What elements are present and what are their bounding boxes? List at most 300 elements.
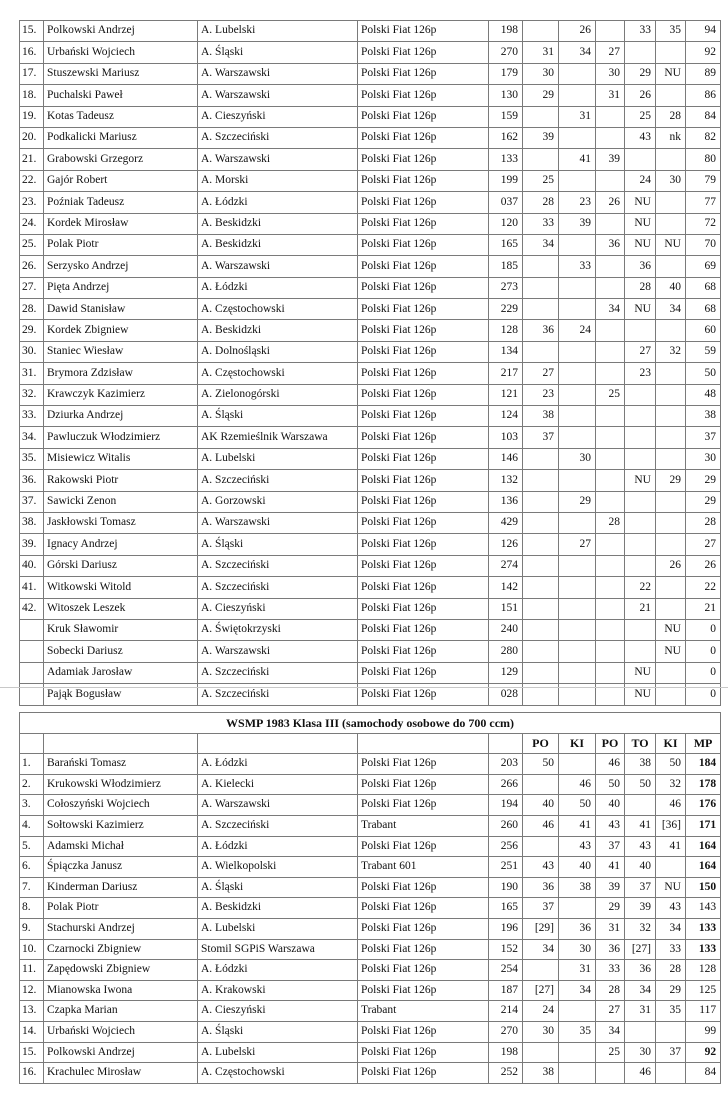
table-row xyxy=(20,857,721,878)
top-results-body xyxy=(20,21,721,706)
table-row xyxy=(20,277,721,298)
car: Polski Fiat 126p xyxy=(358,795,489,816)
table-row xyxy=(20,192,721,213)
start-number: 185 xyxy=(489,256,523,277)
club: A. Łódzki xyxy=(198,960,358,981)
driver-name: Sołtowski Kazimierz xyxy=(44,815,198,836)
round-5-points xyxy=(656,512,686,533)
round-4-points: NU xyxy=(625,234,656,255)
round-4-points xyxy=(625,406,656,427)
round-5-points xyxy=(656,42,686,63)
round-2-points xyxy=(559,598,596,619)
total-points: 176 xyxy=(686,795,721,816)
round-3-points: 27 xyxy=(596,1001,625,1022)
start-number: 121 xyxy=(489,384,523,405)
car: Polski Fiat 126p xyxy=(358,555,489,576)
car: Polski Fiat 126p xyxy=(358,470,489,491)
round-5-points xyxy=(656,213,686,234)
round-4-points: NU xyxy=(625,470,656,491)
round-5-points: 34 xyxy=(656,299,686,320)
round-4-points xyxy=(625,641,656,662)
round-3-points: 46 xyxy=(596,754,625,775)
round-1-points: 46 xyxy=(523,815,559,836)
driver-name: Stachurski Andrzej xyxy=(44,918,198,939)
round-3-points: 27 xyxy=(596,42,625,63)
table-row xyxy=(20,1021,721,1042)
table-row xyxy=(20,534,721,555)
round-3-points: 41 xyxy=(596,857,625,878)
table-row xyxy=(20,754,721,775)
driver-name: Cołoszyński Wojciech xyxy=(44,795,198,816)
total-points: 133 xyxy=(686,918,721,939)
round-1-points: 43 xyxy=(523,857,559,878)
position: 15. xyxy=(20,1042,44,1063)
club: A. Zielonogórski xyxy=(198,384,358,405)
round-5-points xyxy=(656,406,686,427)
round-2-points xyxy=(559,1042,596,1063)
total-points: 27 xyxy=(686,534,721,555)
position: 31. xyxy=(20,363,44,384)
club: A. Warszawski xyxy=(198,85,358,106)
round-2-points xyxy=(559,512,596,533)
table-row xyxy=(20,555,721,576)
round-5-points: 28 xyxy=(656,960,686,981)
table-row xyxy=(20,598,721,619)
table-row xyxy=(20,577,721,598)
round-1-points: 30 xyxy=(523,63,559,84)
round-1-points: 24 xyxy=(523,1001,559,1022)
total-points: 82 xyxy=(686,127,721,148)
start-number: 273 xyxy=(489,277,523,298)
start-number: 165 xyxy=(489,234,523,255)
position: 34. xyxy=(20,427,44,448)
driver-name: Stuszewski Mariusz xyxy=(44,63,198,84)
round-2-points xyxy=(559,299,596,320)
car: Polski Fiat 126p xyxy=(358,512,489,533)
table-row xyxy=(20,491,721,512)
driver-name: Polak Piotr xyxy=(44,234,198,255)
round-2-points xyxy=(559,170,596,191)
position: 8. xyxy=(20,898,44,919)
position: 37. xyxy=(20,491,44,512)
club: A. Beskidzki xyxy=(198,213,358,234)
start-number: 165 xyxy=(489,898,523,919)
driver-name: Ignacy Andrzej xyxy=(44,534,198,555)
car: Polski Fiat 126p xyxy=(358,427,489,448)
car: Polski Fiat 126p xyxy=(358,619,489,640)
position: 16. xyxy=(20,42,44,63)
car: Polski Fiat 126p xyxy=(358,192,489,213)
car: Polski Fiat 126p xyxy=(358,534,489,555)
round-2-points xyxy=(559,406,596,427)
start-number: 146 xyxy=(489,448,523,469)
driver-name: Pawluczuk Włodzimierz xyxy=(44,427,198,448)
round-5-points xyxy=(656,1063,686,1084)
club: A. Częstochowski xyxy=(198,363,358,384)
round-4-points: 22 xyxy=(625,577,656,598)
round-4-points xyxy=(625,448,656,469)
round-5-points xyxy=(656,1021,686,1042)
club: A. Beskidzki xyxy=(198,898,358,919)
club: A. Łódzki xyxy=(198,277,358,298)
position: 32. xyxy=(20,384,44,405)
round-5-points: NU xyxy=(656,641,686,662)
start-number: 037 xyxy=(489,192,523,213)
round-3-points xyxy=(596,555,625,576)
driver-name: Kruk Sławomir xyxy=(44,619,198,640)
total-points: 72 xyxy=(686,213,721,234)
round-2-points: 26 xyxy=(559,21,596,42)
round-3-points: 50 xyxy=(596,774,625,795)
round-5-points: 41 xyxy=(656,836,686,857)
round-3-points xyxy=(596,598,625,619)
round-2-points xyxy=(559,427,596,448)
position: 22. xyxy=(20,170,44,191)
round-5-points: 40 xyxy=(656,277,686,298)
driver-name: Kotas Tadeusz xyxy=(44,106,198,127)
driver-name: Polkowski Andrzej xyxy=(44,21,198,42)
round-4-points: NU xyxy=(625,662,656,683)
club: A. Śląski xyxy=(198,42,358,63)
start-number: 270 xyxy=(489,42,523,63)
round-2-points xyxy=(559,1001,596,1022)
round-1-points: 30 xyxy=(523,1021,559,1042)
position: 18. xyxy=(20,85,44,106)
round-5-points: 35 xyxy=(656,1001,686,1022)
round-4-points xyxy=(625,619,656,640)
round-5-points xyxy=(656,448,686,469)
round-1-points xyxy=(523,21,559,42)
round-2-points: 33 xyxy=(559,256,596,277)
position: 15. xyxy=(20,21,44,42)
table-row xyxy=(20,234,721,255)
total-points: 48 xyxy=(686,384,721,405)
driver-name: Barański Tomasz xyxy=(44,754,198,775)
start-number: 028 xyxy=(489,684,523,705)
round-4-points: 37 xyxy=(625,877,656,898)
round-5-points xyxy=(656,534,686,555)
position: 39. xyxy=(20,534,44,555)
position: 3. xyxy=(20,795,44,816)
table-row xyxy=(20,795,721,816)
round-1-points xyxy=(523,662,559,683)
car: Polski Fiat 126p xyxy=(358,598,489,619)
driver-name: Urbański Wojciech xyxy=(44,42,198,63)
club: A. Warszawski xyxy=(198,641,358,662)
position: 4. xyxy=(20,815,44,836)
driver-name: Podkalicki Mariusz xyxy=(44,127,198,148)
round-3-points xyxy=(596,277,625,298)
round-3-points xyxy=(596,448,625,469)
total-points: 171 xyxy=(686,815,721,836)
car: Polski Fiat 126p xyxy=(358,1042,489,1063)
round-1-points: 23 xyxy=(523,384,559,405)
club: A. Śląski xyxy=(198,406,358,427)
table-row xyxy=(20,898,721,919)
round-5-points: NU xyxy=(656,877,686,898)
round-1-points: 29 xyxy=(523,85,559,106)
car: Polski Fiat 126p xyxy=(358,774,489,795)
start-number: 136 xyxy=(489,491,523,512)
round-3-points xyxy=(596,619,625,640)
driver-name: Poźniak Tadeusz xyxy=(44,192,198,213)
round-2-points: 23 xyxy=(559,192,596,213)
round-2-points: 38 xyxy=(559,877,596,898)
round-4-points xyxy=(625,384,656,405)
club: A. Kielecki xyxy=(198,774,358,795)
club: A. Szczeciński xyxy=(198,684,358,705)
driver-name: Pająk Bogusław xyxy=(44,684,198,705)
start-number: 203 xyxy=(489,754,523,775)
round-3-points xyxy=(596,491,625,512)
round-5-points: 32 xyxy=(656,341,686,362)
round-1-points: 27 xyxy=(523,363,559,384)
start-number: 103 xyxy=(489,427,523,448)
car: Polski Fiat 126p xyxy=(358,662,489,683)
position: 28. xyxy=(20,299,44,320)
table-row xyxy=(20,512,721,533)
total-points: 60 xyxy=(686,320,721,341)
car: Polski Fiat 126p xyxy=(358,63,489,84)
round-5-points xyxy=(656,857,686,878)
round-3-points: 39 xyxy=(596,877,625,898)
table-row xyxy=(20,836,721,857)
round-3-points: 34 xyxy=(596,1021,625,1042)
round-4-points: 43 xyxy=(625,836,656,857)
round-5-points: 37 xyxy=(656,1042,686,1063)
car: Polski Fiat 126p xyxy=(358,960,489,981)
round-1-points: [29] xyxy=(523,918,559,939)
club: A. Łódzki xyxy=(198,192,358,213)
total-points: 38 xyxy=(686,406,721,427)
round-3-points: 40 xyxy=(596,795,625,816)
header-total: MP xyxy=(686,733,721,754)
car: Polski Fiat 126p xyxy=(358,21,489,42)
round-2-points xyxy=(559,384,596,405)
car: Polski Fiat 126p xyxy=(358,641,489,662)
header-round-1: PO xyxy=(523,733,559,754)
driver-name: Sawicki Zenon xyxy=(44,491,198,512)
total-points: 26 xyxy=(686,555,721,576)
round-3-points xyxy=(596,427,625,448)
round-3-points xyxy=(596,341,625,362)
table-row xyxy=(20,42,721,63)
start-number: 214 xyxy=(489,1001,523,1022)
start-number: 266 xyxy=(489,774,523,795)
round-2-points xyxy=(559,277,596,298)
start-number: 130 xyxy=(489,85,523,106)
club: AK Rzemieślnik Warszawa xyxy=(198,427,358,448)
car: Polski Fiat 126p xyxy=(358,341,489,362)
total-points: 0 xyxy=(686,662,721,683)
club: A. Śląski xyxy=(198,534,358,555)
round-1-points xyxy=(523,256,559,277)
round-5-points: 33 xyxy=(656,939,686,960)
position: 20. xyxy=(20,127,44,148)
round-2-points: 31 xyxy=(559,960,596,981)
round-4-points: 29 xyxy=(625,63,656,84)
round-1-points xyxy=(523,836,559,857)
position xyxy=(20,641,44,662)
table-row xyxy=(20,774,721,795)
total-points: 92 xyxy=(686,1042,721,1063)
round-4-points xyxy=(625,149,656,170)
total-points: 184 xyxy=(686,754,721,775)
round-2-points xyxy=(559,1063,596,1084)
round-3-points: 29 xyxy=(596,898,625,919)
driver-name: Serzysko Andrzej xyxy=(44,256,198,277)
total-points: 69 xyxy=(686,256,721,277)
driver-name: Witoszek Leszek xyxy=(44,598,198,619)
round-2-points: 41 xyxy=(559,815,596,836)
position: 11. xyxy=(20,960,44,981)
position: 9. xyxy=(20,918,44,939)
round-3-points: 43 xyxy=(596,815,625,836)
round-1-points xyxy=(523,641,559,662)
round-1-points: 38 xyxy=(523,406,559,427)
car: Polski Fiat 126p xyxy=(358,980,489,1001)
round-3-points: 36 xyxy=(596,234,625,255)
driver-name: Krukowski Włodzimierz xyxy=(44,774,198,795)
total-points: 68 xyxy=(686,299,721,320)
round-1-points xyxy=(523,512,559,533)
position: 26. xyxy=(20,256,44,277)
round-5-points xyxy=(656,427,686,448)
round-1-points xyxy=(523,555,559,576)
top-results-table xyxy=(19,20,721,706)
round-2-points xyxy=(559,234,596,255)
total-points: 164 xyxy=(686,857,721,878)
round-5-points xyxy=(656,149,686,170)
round-2-points: 41 xyxy=(559,149,596,170)
position: 40. xyxy=(20,555,44,576)
start-number: 196 xyxy=(489,918,523,939)
start-number: 274 xyxy=(489,555,523,576)
round-1-points: [27] xyxy=(523,980,559,1001)
position: 42. xyxy=(20,598,44,619)
round-5-points xyxy=(656,363,686,384)
round-1-points: 31 xyxy=(523,42,559,63)
start-number: 229 xyxy=(489,299,523,320)
car: Polski Fiat 126p xyxy=(358,106,489,127)
round-2-points: 40 xyxy=(559,857,596,878)
round-5-points: nk xyxy=(656,127,686,148)
driver-name: Górski Dariusz xyxy=(44,555,198,576)
table-title: WSMP 1983 Klasa III (samochody osobowe do 700 ccm) xyxy=(20,713,721,734)
driver-name: Polkowski Andrzej xyxy=(44,1042,198,1063)
round-3-points xyxy=(596,106,625,127)
position: 35. xyxy=(20,448,44,469)
round-1-points xyxy=(523,149,559,170)
round-4-points: 43 xyxy=(625,127,656,148)
start-number: 126 xyxy=(489,534,523,555)
round-2-points: 31 xyxy=(559,106,596,127)
start-number: 270 xyxy=(489,1021,523,1042)
position: 10. xyxy=(20,939,44,960)
round-2-points: 34 xyxy=(559,42,596,63)
driver-name: Rakowski Piotr xyxy=(44,470,198,491)
round-2-points: 35 xyxy=(559,1021,596,1042)
start-number: 429 xyxy=(489,512,523,533)
round-5-points: NU xyxy=(656,234,686,255)
table-row xyxy=(20,256,721,277)
total-points: 94 xyxy=(686,21,721,42)
round-4-points: NU xyxy=(625,684,656,705)
start-number: 251 xyxy=(489,857,523,878)
car: Polski Fiat 126p xyxy=(358,939,489,960)
round-2-points: 30 xyxy=(559,448,596,469)
driver-name: Kordek Zbigniew xyxy=(44,320,198,341)
table-row xyxy=(20,877,721,898)
club: A. Cieszyński xyxy=(198,598,358,619)
table-row xyxy=(20,641,721,662)
driver-name: Gajór Robert xyxy=(44,170,198,191)
club: A. Krakowski xyxy=(198,980,358,1001)
start-number: 151 xyxy=(489,598,523,619)
round-2-points: 43 xyxy=(559,836,596,857)
position xyxy=(20,662,44,683)
car: Polski Fiat 126p xyxy=(358,877,489,898)
position: 6. xyxy=(20,857,44,878)
start-number: 120 xyxy=(489,213,523,234)
round-4-points xyxy=(625,795,656,816)
driver-name: Adamski Michał xyxy=(44,836,198,857)
start-number: 280 xyxy=(489,641,523,662)
table-row xyxy=(20,363,721,384)
round-4-points: 33 xyxy=(625,21,656,42)
round-5-points: 26 xyxy=(656,555,686,576)
driver-name: Zapędowski Zbigniew xyxy=(44,960,198,981)
round-5-points xyxy=(656,256,686,277)
round-1-points xyxy=(523,277,559,298)
start-number: 194 xyxy=(489,795,523,816)
round-2-points xyxy=(559,127,596,148)
car: Polski Fiat 126p xyxy=(358,836,489,857)
round-5-points: 43 xyxy=(656,898,686,919)
header-round-5: KI xyxy=(656,733,686,754)
round-3-points: 37 xyxy=(596,836,625,857)
round-3-points: 39 xyxy=(596,149,625,170)
round-3-points xyxy=(596,127,625,148)
position: 27. xyxy=(20,277,44,298)
start-number: 260 xyxy=(489,815,523,836)
car: Polski Fiat 126p xyxy=(358,754,489,775)
round-1-points xyxy=(523,577,559,598)
round-4-points xyxy=(625,320,656,341)
round-4-points: 28 xyxy=(625,277,656,298)
total-points: 150 xyxy=(686,877,721,898)
round-3-points: 25 xyxy=(596,1042,625,1063)
round-4-points: 36 xyxy=(625,256,656,277)
round-5-points: 29 xyxy=(656,980,686,1001)
total-points: 37 xyxy=(686,427,721,448)
car: Polski Fiat 126p xyxy=(358,277,489,298)
round-5-points: [36] xyxy=(656,815,686,836)
round-1-points: 38 xyxy=(523,1063,559,1084)
car: Polski Fiat 126p xyxy=(358,684,489,705)
total-points: 178 xyxy=(686,774,721,795)
table-row xyxy=(20,106,721,127)
round-1-points: 37 xyxy=(523,427,559,448)
club: A. Dolnośląski xyxy=(198,341,358,362)
round-1-points: 50 xyxy=(523,754,559,775)
car: Polski Fiat 126p xyxy=(358,320,489,341)
position: 29. xyxy=(20,320,44,341)
club: A. Szczeciński xyxy=(198,662,358,683)
club: A. Szczeciński xyxy=(198,555,358,576)
round-1-points xyxy=(523,299,559,320)
position: 16. xyxy=(20,1063,44,1084)
